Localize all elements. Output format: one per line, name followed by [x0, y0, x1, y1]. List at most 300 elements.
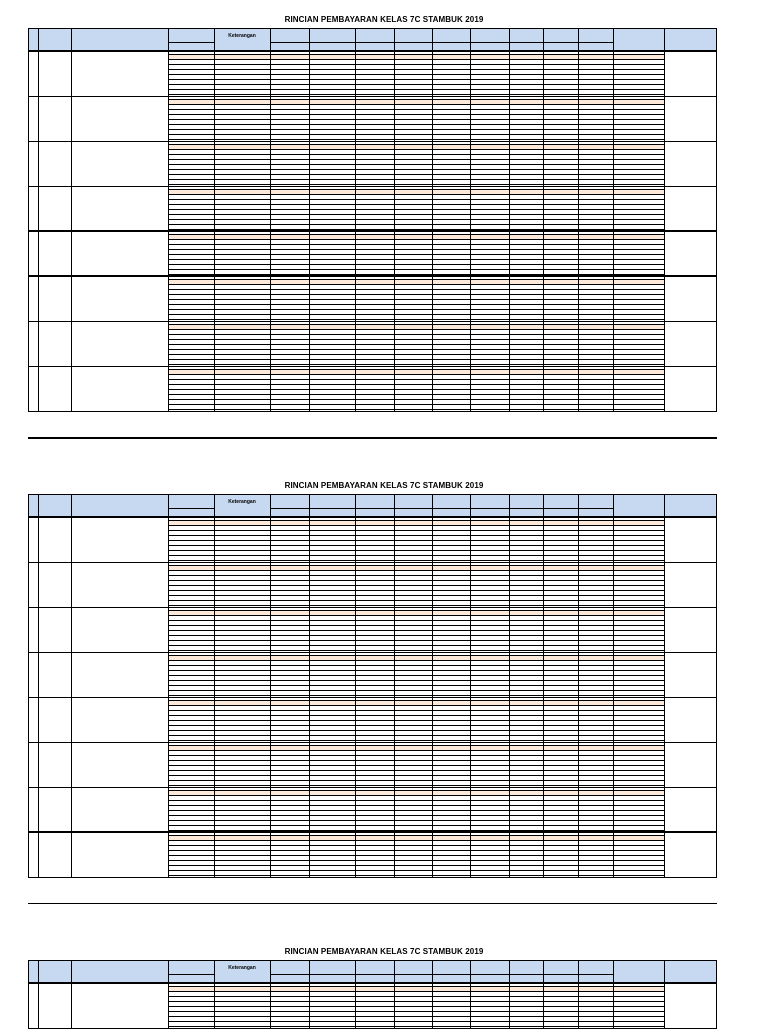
column-line	[355, 833, 356, 878]
column-line	[613, 984, 614, 1029]
column-line	[71, 52, 72, 97]
column-line	[509, 232, 510, 277]
column-line	[543, 187, 544, 232]
row-line	[168, 615, 664, 616]
row-line	[168, 169, 664, 170]
sheet-title: RINCIAN PEMBAYARAN KELAS 7C STAMBUK 2019	[284, 481, 484, 490]
column-line	[578, 277, 579, 322]
column-line	[270, 608, 271, 653]
header-gridline	[355, 28, 356, 51]
column-line	[394, 97, 395, 142]
column-line	[543, 97, 544, 142]
column-line	[509, 653, 510, 698]
column-line	[509, 563, 510, 608]
column-line	[168, 984, 169, 1029]
row-line	[168, 374, 664, 375]
column-line	[214, 367, 215, 412]
row-line	[168, 264, 664, 265]
column-line	[394, 322, 395, 367]
column-line	[578, 563, 579, 608]
column-line	[28, 97, 29, 142]
column-line	[355, 698, 356, 743]
column-line	[716, 232, 717, 277]
row-line	[168, 334, 664, 335]
row-line	[168, 344, 664, 345]
column-line	[38, 653, 39, 698]
header-gridline	[664, 960, 665, 983]
column-line	[509, 608, 510, 653]
column-line	[270, 518, 271, 563]
column-line	[509, 743, 510, 788]
column-line	[543, 277, 544, 322]
row-line	[168, 855, 664, 856]
header-gridline	[613, 960, 614, 983]
header-gridline	[664, 494, 665, 517]
column-line	[613, 232, 614, 277]
student-block	[28, 277, 717, 322]
column-line	[309, 788, 310, 833]
header-gridline	[168, 28, 169, 51]
column-line	[470, 743, 471, 788]
row-line	[168, 705, 664, 706]
header-gridline	[716, 494, 717, 517]
column-line	[214, 322, 215, 367]
header-gridline	[543, 960, 544, 983]
header-gridline	[355, 960, 356, 983]
column-line	[309, 833, 310, 878]
column-line	[309, 518, 310, 563]
column-line	[168, 142, 169, 187]
column-line	[613, 743, 614, 788]
column-line	[716, 563, 717, 608]
row-line	[168, 404, 664, 405]
column-line	[28, 563, 29, 608]
column-line	[716, 367, 717, 412]
row-line	[168, 384, 664, 385]
column-line	[394, 833, 395, 878]
row-line	[168, 254, 664, 255]
column-line	[664, 608, 665, 653]
column-line	[470, 367, 471, 412]
header-gridline	[509, 960, 510, 983]
column-line	[432, 232, 433, 277]
row-line	[168, 620, 664, 621]
row-line	[168, 309, 664, 310]
column-line	[509, 788, 510, 833]
row-line	[168, 209, 664, 210]
column-line	[432, 52, 433, 97]
column-line	[470, 698, 471, 743]
row-line	[168, 850, 664, 851]
header-gridline	[394, 960, 395, 983]
row-line	[168, 780, 664, 781]
column-line	[509, 984, 510, 1029]
row-line	[168, 655, 664, 656]
column-line	[578, 698, 579, 743]
column-line	[432, 322, 433, 367]
row-line	[168, 364, 664, 365]
row-line	[168, 214, 664, 215]
student-block	[28, 653, 717, 698]
header-gridline	[613, 494, 614, 517]
row-line	[168, 354, 664, 355]
column-line	[309, 608, 310, 653]
row-line	[168, 790, 664, 791]
row-line	[168, 570, 664, 571]
row-line	[168, 735, 664, 736]
column-line	[214, 608, 215, 653]
column-line	[664, 97, 665, 142]
page-divider	[28, 903, 717, 904]
payment-table	[28, 960, 717, 1029]
column-line	[716, 698, 717, 743]
column-line	[432, 608, 433, 653]
student-block	[28, 97, 717, 142]
header-gridline	[168, 974, 214, 975]
payment-table	[28, 28, 717, 412]
row-line	[168, 680, 664, 681]
header-gridline	[270, 494, 271, 517]
column-line	[543, 232, 544, 277]
column-line	[470, 653, 471, 698]
column-line	[38, 142, 39, 187]
block-border	[28, 877, 717, 878]
student-block	[28, 518, 717, 563]
row-line	[168, 535, 664, 536]
student-block	[28, 322, 717, 367]
column-line	[578, 833, 579, 878]
column-line	[664, 833, 665, 878]
column-line	[664, 743, 665, 788]
column-line	[168, 788, 169, 833]
column-line	[270, 322, 271, 367]
row-line	[168, 730, 664, 731]
header-gridline	[38, 494, 39, 517]
row-line	[168, 239, 664, 240]
row-line	[168, 1001, 664, 1002]
column-line	[394, 232, 395, 277]
row-line	[168, 294, 664, 295]
column-line	[613, 833, 614, 878]
column-line	[168, 322, 169, 367]
column-line	[270, 142, 271, 187]
header-gridline	[309, 28, 310, 51]
row-line	[168, 986, 664, 987]
row-line	[168, 189, 664, 190]
column-line	[71, 367, 72, 412]
column-line	[168, 608, 169, 653]
header-gridline	[71, 494, 72, 517]
header-gridline	[470, 960, 471, 983]
column-line	[168, 563, 169, 608]
row-line	[168, 259, 664, 260]
column-line	[355, 653, 356, 698]
header-gridline	[613, 28, 614, 51]
column-line	[578, 653, 579, 698]
column-line	[716, 97, 717, 142]
row-line	[168, 810, 664, 811]
column-line	[509, 277, 510, 322]
column-line	[394, 653, 395, 698]
row-line	[168, 775, 664, 776]
column-line	[28, 788, 29, 833]
column-line	[355, 322, 356, 367]
column-line	[71, 322, 72, 367]
column-line	[270, 563, 271, 608]
column-line	[613, 322, 614, 367]
column-line	[28, 142, 29, 187]
column-line	[309, 984, 310, 1029]
row-line	[168, 154, 664, 155]
column-line	[38, 563, 39, 608]
header-gridline	[270, 42, 613, 43]
row-line	[168, 194, 664, 195]
column-line	[28, 698, 29, 743]
column-line	[543, 367, 544, 412]
column-line	[38, 322, 39, 367]
row-line	[168, 199, 664, 200]
column-line	[716, 653, 717, 698]
row-line	[168, 625, 664, 626]
column-line	[578, 97, 579, 142]
row-line	[168, 124, 664, 125]
column-line	[716, 608, 717, 653]
column-line	[470, 518, 471, 563]
header-gridline	[214, 960, 215, 983]
column-line	[214, 232, 215, 277]
column-line	[270, 187, 271, 232]
column-line	[355, 277, 356, 322]
row-line	[168, 630, 664, 631]
row-line	[168, 164, 664, 165]
row-line	[168, 319, 664, 320]
header-gridline	[543, 28, 544, 51]
row-line	[168, 600, 664, 601]
row-line	[168, 675, 664, 676]
column-line	[394, 518, 395, 563]
column-line	[38, 97, 39, 142]
column-line	[394, 743, 395, 788]
header-gridline	[214, 494, 215, 517]
block-border	[28, 411, 717, 412]
row-line	[168, 635, 664, 636]
column-line	[394, 52, 395, 97]
row-line	[168, 139, 664, 140]
column-line	[168, 518, 169, 563]
row-line	[168, 595, 664, 596]
column-line	[509, 518, 510, 563]
row-line	[168, 685, 664, 686]
column-line	[309, 97, 310, 142]
column-line	[38, 698, 39, 743]
row-line	[168, 1026, 664, 1027]
column-line	[578, 788, 579, 833]
column-line	[543, 608, 544, 653]
header-gridline	[432, 494, 433, 517]
column-line	[613, 367, 614, 412]
column-line	[214, 984, 215, 1029]
row-line	[168, 1011, 664, 1012]
column-line	[355, 608, 356, 653]
row-line	[168, 1021, 664, 1022]
column-line	[543, 52, 544, 97]
column-line	[38, 232, 39, 277]
column-line	[71, 563, 72, 608]
column-line	[28, 608, 29, 653]
row-line	[168, 89, 664, 90]
header-gridline	[543, 494, 544, 517]
column-line	[543, 322, 544, 367]
column-line	[664, 277, 665, 322]
row-line	[168, 590, 664, 591]
column-line	[509, 833, 510, 878]
row-line	[168, 715, 664, 716]
column-line	[578, 142, 579, 187]
row-line	[168, 129, 664, 130]
column-line	[270, 232, 271, 277]
header-gridline	[270, 974, 613, 975]
column-line	[394, 608, 395, 653]
column-line	[578, 984, 579, 1029]
column-line	[71, 187, 72, 232]
row-line	[168, 770, 664, 771]
row-line	[168, 369, 664, 370]
column-line	[355, 563, 356, 608]
column-line	[432, 187, 433, 232]
header-gridline	[168, 508, 214, 509]
header-gridline	[71, 960, 72, 983]
header-gridline	[270, 28, 271, 51]
column-line	[716, 52, 717, 97]
column-line	[355, 52, 356, 97]
column-line	[470, 833, 471, 878]
column-line	[168, 698, 169, 743]
column-line	[28, 743, 29, 788]
column-line	[664, 984, 665, 1029]
header-gridline	[28, 960, 29, 983]
row-line	[168, 289, 664, 290]
column-line	[543, 518, 544, 563]
column-line	[270, 833, 271, 878]
column-line	[214, 563, 215, 608]
student-block	[28, 788, 717, 833]
column-line	[355, 232, 356, 277]
row-line	[168, 800, 664, 801]
row-line	[168, 720, 664, 721]
row-line	[168, 550, 664, 551]
row-line	[168, 575, 664, 576]
column-line	[38, 518, 39, 563]
row-line	[168, 555, 664, 556]
header-keterangan: Keterangan	[228, 499, 256, 505]
header-gridline	[28, 494, 29, 517]
row-line	[168, 540, 664, 541]
column-line	[394, 698, 395, 743]
column-line	[394, 984, 395, 1029]
column-line	[509, 52, 510, 97]
column-line	[543, 743, 544, 788]
column-line	[214, 698, 215, 743]
column-line	[168, 833, 169, 878]
column-line	[578, 52, 579, 97]
column-line	[168, 367, 169, 412]
header-gridline	[309, 960, 310, 983]
row-line	[168, 795, 664, 796]
column-line	[38, 788, 39, 833]
row-line	[168, 74, 664, 75]
row-line	[168, 845, 664, 846]
column-line	[214, 142, 215, 187]
header-gridline	[38, 28, 39, 51]
column-line	[543, 142, 544, 187]
column-line	[270, 743, 271, 788]
column-line	[613, 563, 614, 608]
column-line	[613, 52, 614, 97]
header-gridline	[664, 28, 665, 51]
table-border	[28, 28, 717, 29]
column-line	[28, 653, 29, 698]
header-gridline	[432, 28, 433, 51]
row-line	[168, 174, 664, 175]
column-line	[613, 142, 614, 187]
student-block	[28, 743, 717, 788]
row-line	[168, 875, 664, 876]
student-block	[28, 187, 717, 232]
column-line	[214, 743, 215, 788]
row-line	[168, 304, 664, 305]
row-line	[168, 670, 664, 671]
column-line	[664, 698, 665, 743]
column-line	[664, 367, 665, 412]
row-line	[168, 805, 664, 806]
row-line	[168, 249, 664, 250]
header-gridline	[578, 960, 579, 983]
payment-table	[28, 494, 717, 878]
row-line	[168, 525, 664, 526]
column-line	[543, 563, 544, 608]
column-line	[270, 788, 271, 833]
column-line	[664, 563, 665, 608]
column-line	[664, 52, 665, 97]
row-line	[168, 179, 664, 180]
column-line	[432, 698, 433, 743]
column-line	[71, 653, 72, 698]
column-line	[309, 563, 310, 608]
column-line	[716, 142, 717, 187]
row-line	[168, 760, 664, 761]
row-line	[168, 244, 664, 245]
row-line	[168, 64, 664, 65]
column-line	[543, 653, 544, 698]
header-gridline	[28, 28, 29, 51]
row-line	[168, 870, 664, 871]
column-line	[613, 653, 614, 698]
column-line	[613, 788, 614, 833]
header-gridline	[214, 28, 215, 51]
column-line	[28, 518, 29, 563]
column-line	[664, 518, 665, 563]
column-line	[28, 52, 29, 97]
column-line	[578, 322, 579, 367]
column-line	[214, 653, 215, 698]
column-line	[28, 322, 29, 367]
header-gridline	[309, 494, 310, 517]
table-header	[28, 494, 717, 517]
column-line	[71, 608, 72, 653]
student-block	[28, 367, 717, 412]
row-line	[168, 725, 664, 726]
column-line	[664, 653, 665, 698]
